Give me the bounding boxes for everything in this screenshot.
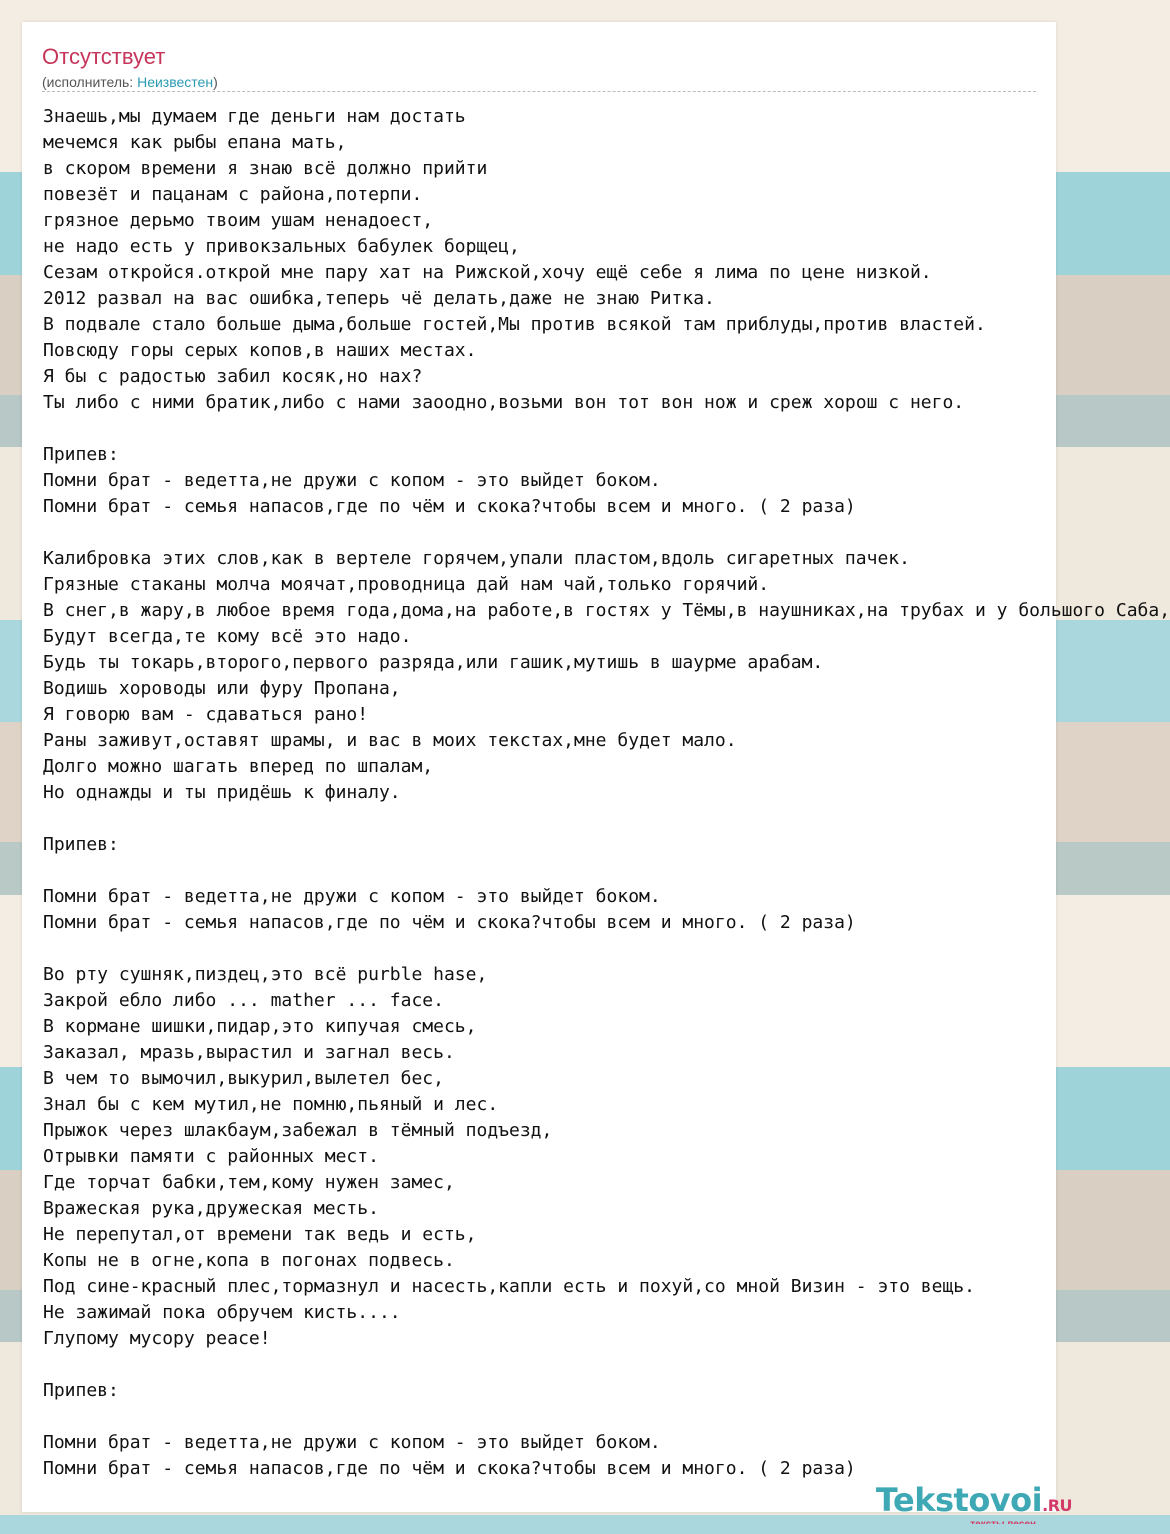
lyric-line: Знал бы с кем мутил,не помню,пьяный и лес. (43, 1094, 499, 1115)
lyric-line: Раны заживут,оставят шрамы, и вас в моих текстах,мне будет мало. (43, 730, 737, 751)
lyric-line: Помни брат - семья напасов,где по чём и скока?чтобы всем и много. ( 2 раза) (43, 496, 856, 517)
performer-prefix: (исполнитель: (42, 74, 138, 90)
lyric-line: Калибровка этих слов,как в вертеле горячем,упали пластом,вдоль сигаретных пачек. (43, 548, 910, 569)
lyric-line: В снег,в жару,в любое время года,дома,на работе,в гостях у Тёмы,в наушниках,на трубах и у большого Саба, (43, 600, 1170, 621)
logo-tld: .RU (1042, 1496, 1072, 1515)
lyric-line: Будь ты токарь,второго,первого разряда,или гашик,мутишь в шаурме арабам. (43, 652, 824, 673)
lyric-line: Заказал, мразь,вырастил и загнал весь. (43, 1042, 455, 1063)
lyric-line: Под сине-красный плес,тормазнул и насесть,капли есть и похуй,со мной Визин - это вещь. (43, 1276, 975, 1297)
lyric-line: Не перепутал,от времени так ведь и есть, (43, 1224, 477, 1245)
lyric-line: Помни брат - ведетта,не дружи с копом - это выйдет боком. (43, 886, 661, 907)
lyric-line: повезёт и пацанам с района,потерпи. (43, 184, 423, 205)
lyric-line: Помни брат - семья напасов,где по чём и скока?чтобы всем и много. ( 2 раза) (43, 912, 856, 933)
lyrics-text (43, 104, 1170, 1482)
lyric-line: Во рту сушняк,пиздец,это всё purble hase, (43, 964, 488, 985)
lyric-line: грязное дерьмо твоим ушам ненадоест, (43, 210, 434, 231)
lyric-line: В кормане шишки,пидар,это кипучая смесь, (43, 1016, 477, 1037)
lyric-line: Водишь хороводы или фуру Пропана, (43, 678, 401, 699)
lyric-line: не надо есть у привокзальных бабулек борщец, (43, 236, 520, 257)
lyric-line: Припев: (43, 444, 119, 465)
lyric-line: Вражеская рука,дружеская месть. (43, 1198, 379, 1219)
lyric-line: Ты либо с ними братик,либо с нами заоодно,возьми вон тот вон нож и среж хорош с него. (43, 392, 965, 413)
lyric-line: Где торчат бабки,тем,кому нужен замес, (43, 1172, 455, 1193)
lyric-line: Повсюду горы серых копов,в наших местах. (43, 340, 477, 361)
lyric-line: Прыжок через шлакбаум,забежал в тёмный подъезд, (43, 1120, 553, 1141)
title-divider (42, 91, 1036, 92)
site-logo[interactable] (876, 1483, 1072, 1530)
lyric-line: Отрывки памяти с районных мест. (43, 1146, 379, 1167)
lyric-line: Припев: (43, 1380, 119, 1401)
lyric-line: Помни брат - ведетта,не дружи с копом - это выйдет боком. (43, 470, 661, 491)
lyric-line: Не зажимай пока обручем кисть.... (43, 1302, 401, 1323)
lyric-line: Грязные стаканы молча моячат,проводница дай нам чай,только горячий. (43, 574, 770, 595)
lyric-line: В подвале стало больше дыма,больше гостей,Мы против всякой там приблуды,против властей. (43, 314, 986, 335)
lyric-line: Припев: (43, 834, 119, 855)
performer-link[interactable]: Неизвестен (137, 74, 214, 90)
lyric-line: Копы не в огне,копа в погонах подвесь. (43, 1250, 455, 1271)
lyric-line: Сезам откройся.открой мне пару хат на Рижской,хочу ещё себе я лима по цене низкой. (43, 262, 932, 283)
lyric-line: В чем то вымочил,выкурил,вылетел бес, (43, 1068, 444, 1089)
song-title: Отсутствует (42, 44, 166, 69)
performer-suffix: ) (213, 74, 218, 90)
lyric-line: Я бы с радостью забил косяк,но нах? (43, 366, 423, 387)
lyric-line: 2012 развал на вас ошибка,теперь чё делать,даже не знаю Ритка. (43, 288, 715, 309)
lyric-line: Помни брат - семья напасов,где по чём и скока?чтобы всем и много. ( 2 раза) (43, 1458, 856, 1479)
lyric-line: Глупому мусору peace! (43, 1328, 271, 1349)
lyric-line: Будут всегда,те кому всё это надо. (43, 626, 412, 647)
bottom-strip (0, 1524, 1078, 1534)
lyric-line: Закрой ебло либо ... mather ... face. (43, 990, 444, 1011)
lyric-line: Я говорю вам - сдаваться рано! (43, 704, 369, 725)
performer-line (42, 74, 218, 90)
lyric-line: Знаешь,мы думаем где деньги нам достать (43, 106, 466, 127)
lyric-line: Помни брат - ведетта,не дружи с копом - это выйдет боком. (43, 1432, 661, 1453)
lyric-line: Но однажды и ты придёшь к финалу. (43, 782, 401, 803)
lyric-line: в скором времени я знаю всё должно прийти (43, 158, 488, 179)
logo-brand: Tekstovoi (875, 1481, 1043, 1519)
lyric-line: мечемся как рыбы епана мать, (43, 132, 347, 153)
lyric-line: Долго можно шагать вперед по шпалам, (43, 756, 434, 777)
